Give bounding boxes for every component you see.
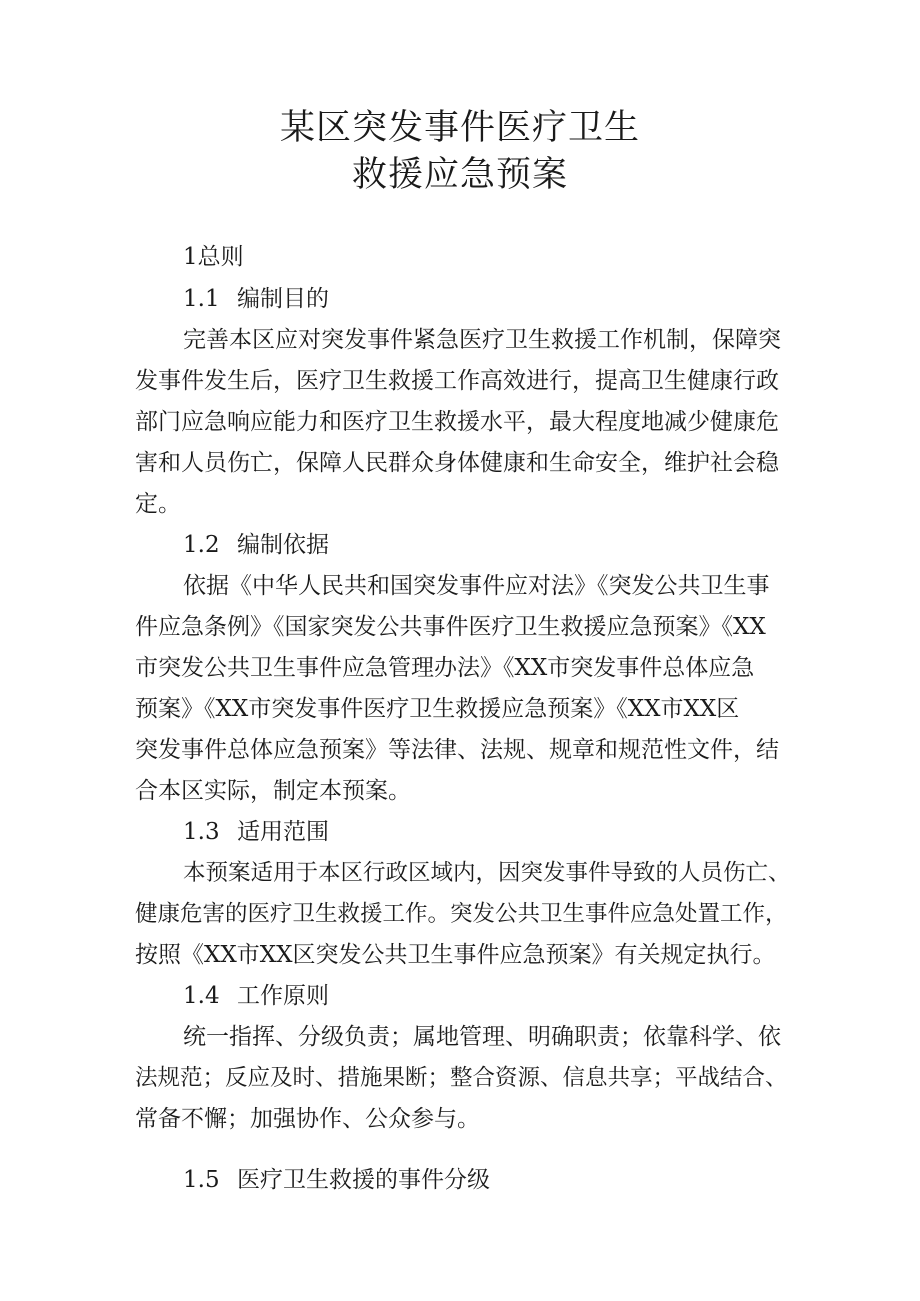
paragraph-line: 按照《XX市XX区突发公共卫生事件应急预案》有关规定执行。: [135, 942, 776, 968]
subsection-title: 编制目的: [237, 286, 329, 312]
subsection-number: 1.5: [183, 1167, 220, 1193]
paragraph-line: 定。: [135, 491, 181, 517]
paragraph-line: 合本区实际，制定本预案。: [135, 778, 411, 804]
paragraph-line: 市突发公共卫生事件应急管理办法》《XX市突发事件总体应急: [135, 655, 755, 681]
paragraph-line: 依据《中华人民共和国突发事件应对法》《突发公共卫生事: [183, 573, 770, 599]
paragraph-line: 本预案适用于本区行政区域内，因突发事件导致的人员伤亡、: [183, 860, 791, 886]
subsection-number: 1.2: [183, 532, 220, 558]
document-title-line-1: 某区突发事件医疗卫生: [279, 108, 640, 148]
paragraph-line: 预案》《XX市突发事件医疗卫生救援应急预案》《XX市XX区: [135, 696, 740, 722]
paragraph-line: 发事件发生后，医疗卫生救援工作高效进行，提高卫生健康行政: [135, 368, 779, 394]
subsection-title: 适用范围: [237, 819, 329, 845]
paragraph-line: 件应急条例》《国家突发公共事件医疗卫生救援应急预案》《XX: [135, 614, 766, 640]
paragraph-line: 常备不懈；加强协作、公众参与。: [135, 1106, 480, 1132]
subsection-number: 1.1: [183, 286, 220, 312]
subsection-title: 医疗卫生救援的事件分级: [237, 1167, 490, 1193]
section-heading-general: 1总则: [183, 244, 244, 270]
subsection-title: 工作原则: [237, 983, 329, 1009]
paragraph-line: 完善本区应对突发事件紧急医疗卫生救援工作机制，保障突: [183, 327, 781, 353]
paragraph-line: 部门应急响应能力和医疗卫生救援水平，最大程度地减少健康危: [135, 409, 779, 435]
paragraph-line: 害和人员伤亡，保障人民群众身体健康和生命安全，维护社会稳: [135, 450, 779, 476]
document-title-line-2: 救援应急预案: [351, 155, 568, 195]
subsection-number: 1.4: [183, 983, 220, 1009]
paragraph-line: 法规范；反应及时、措施果断；整合资源、信息共享；平战结合、: [135, 1065, 788, 1091]
subsection-title: 编制依据: [237, 532, 329, 558]
paragraph-line: 健康危害的医疗卫生救援工作。突发公共卫生事件应急处置工作，: [135, 901, 788, 927]
subsection-heading-1-2: [183, 530, 843, 560]
paragraph-line: 统一指挥、分级负责；属地管理、明确职责；依靠科学、依: [183, 1024, 781, 1050]
paragraph-line: 突发事件总体应急预案》等法律、法规、规章和规范性文件，结: [135, 737, 779, 763]
subsection-number: 1.3: [183, 819, 220, 845]
subsection-heading-1-5: [183, 1165, 843, 1195]
subsection-heading-1-1: [183, 284, 843, 314]
subsection-heading-1-3: [183, 817, 843, 847]
subsection-heading-1-4: [183, 981, 843, 1011]
